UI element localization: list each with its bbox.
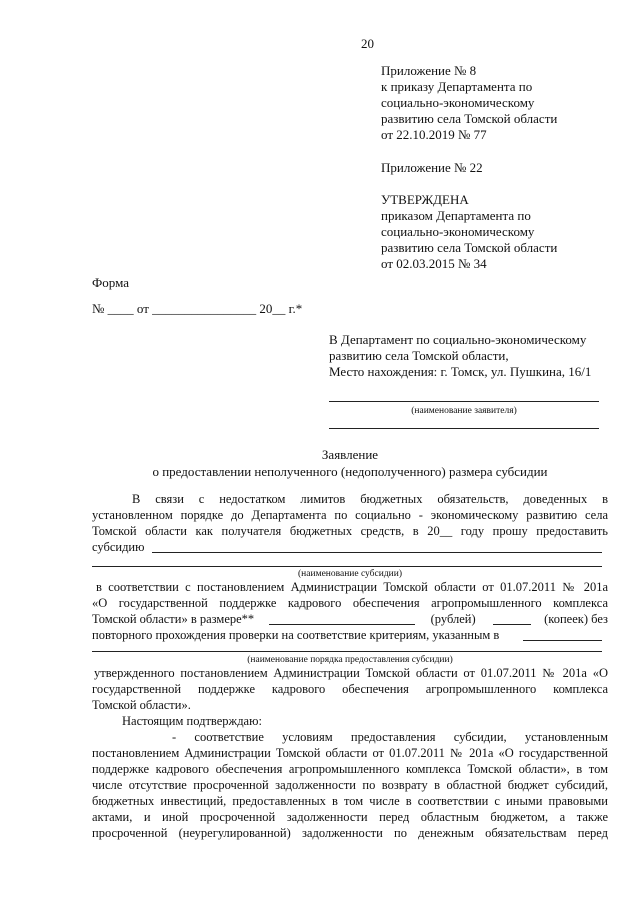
applicant-name-line (329, 401, 599, 402)
appendix-8-line: социально-экономическому (381, 95, 535, 110)
paragraph-line: государственной поддержке кадрового обеспечения агропромышленного комплекса (92, 682, 608, 696)
paragraph-line: Томской области как получателя бюджетных средств, в 20__ году прошу предоставить (92, 524, 608, 538)
paragraph-line: просроченной (неурегулированной) задолженности по денежным обязательствам перед (92, 826, 608, 840)
paragraph-line: бюджетных инвестиций, предоставленных в том числе в соответствии с иными правовыми (92, 794, 608, 808)
paragraph-line: актами, и иной просроченной задолженности перед областным бюджетом, а также (92, 810, 608, 824)
approval-line: от 02.03.2015 № 34 (381, 256, 487, 271)
document-title: Заявление (321, 447, 379, 462)
approval-line: развитию села Томской области (381, 240, 558, 255)
kop-label: (копеек) без (544, 612, 608, 626)
paragraph-line: в соответствии с постановлением Администрации Томской области от 01.07.2011 № 201а (96, 580, 608, 594)
approval-block (381, 192, 557, 272)
subsidy-label: субсидию (92, 540, 145, 554)
paragraph-line: утвержденного постановлением Администрации Томской области от 01.07.2011 № 201а «О (94, 666, 608, 680)
order-fill-line (523, 640, 602, 641)
appendix-8-line: Приложение № 8 (381, 63, 477, 78)
applicant-name-line-2 (329, 428, 599, 429)
approval-line: приказом Департамента по (381, 208, 531, 223)
order-fill-line-2 (92, 651, 602, 652)
approval-line: УТВЕРЖДЕНА (381, 192, 469, 207)
subsidy-fill-line (152, 552, 602, 553)
document-subtitle: о предоставлении неполученного (недополученного) размера субсидии (152, 464, 548, 479)
addressee-line: В Департамент по социально-экономическому (329, 332, 587, 347)
paragraph-line: числе отсутствие просроченной задолженности по возврату в областной бюджет субсидий, (92, 778, 608, 792)
rub-label: (рублей) (430, 612, 476, 626)
appendix-22-title: Приложение № 22 (381, 160, 483, 175)
addressee-line: развитию села Томской области, (329, 348, 509, 363)
appendix-8-block (381, 63, 557, 143)
paragraph-line: - соответствие условиям предоставления субсидии, установленным (172, 730, 608, 744)
paragraph-line: установленном порядке до Департамента по социально - экономическому развитию села (92, 508, 608, 522)
rub-fill-line (269, 612, 415, 625)
appendix-8-line: развитию села Томской области (381, 111, 558, 126)
appendix-8-line: от 22.10.2019 № 77 (381, 127, 487, 142)
paragraph-line: Томской области». (92, 698, 191, 712)
paragraph-line: постановлением Администрации Томской области от 01.07.2011 № 201а «О государственной (92, 746, 608, 760)
approval-line: социально-экономическому (381, 224, 535, 239)
page-number: 20 (361, 36, 374, 51)
applicant-caption: (наименование заявителя) (411, 406, 517, 416)
appendix-8-line: к приказу Департамента по (381, 79, 533, 94)
subsidy-caption: (наименование субсидии) (298, 569, 402, 579)
paragraph-line: повторного прохождения проверки на соответствие критериям, указанным в (92, 628, 500, 642)
form-label: Форма (92, 275, 129, 290)
amount-line (92, 612, 608, 628)
amount-label: Томской области» в размере** (92, 612, 255, 626)
paragraph-line: «О государственной поддержке кадрового обеспечения агропромышленного комплекса (92, 596, 608, 610)
order-caption: (наименование порядка предоставления субсидии) (247, 655, 453, 665)
paragraph-line: поддержке кадрового обеспечения агропромышленного комплекса Томской области», в том (92, 762, 608, 776)
addressee-block (329, 332, 591, 380)
paragraph-line: В связи с недостатком лимитов бюджетных обязательств, доведенных в (132, 492, 608, 506)
kop-fill-line (493, 612, 531, 625)
subsidy-fill-line-2 (92, 566, 602, 567)
confirm-heading: Настоящим подтверждаю: (122, 714, 262, 728)
addressee-line: Место нахождения: г. Томск, ул. Пушкина, 16/1 (329, 364, 592, 379)
number-date-line: № ____ от ________________ 20__ г.* (92, 301, 303, 316)
